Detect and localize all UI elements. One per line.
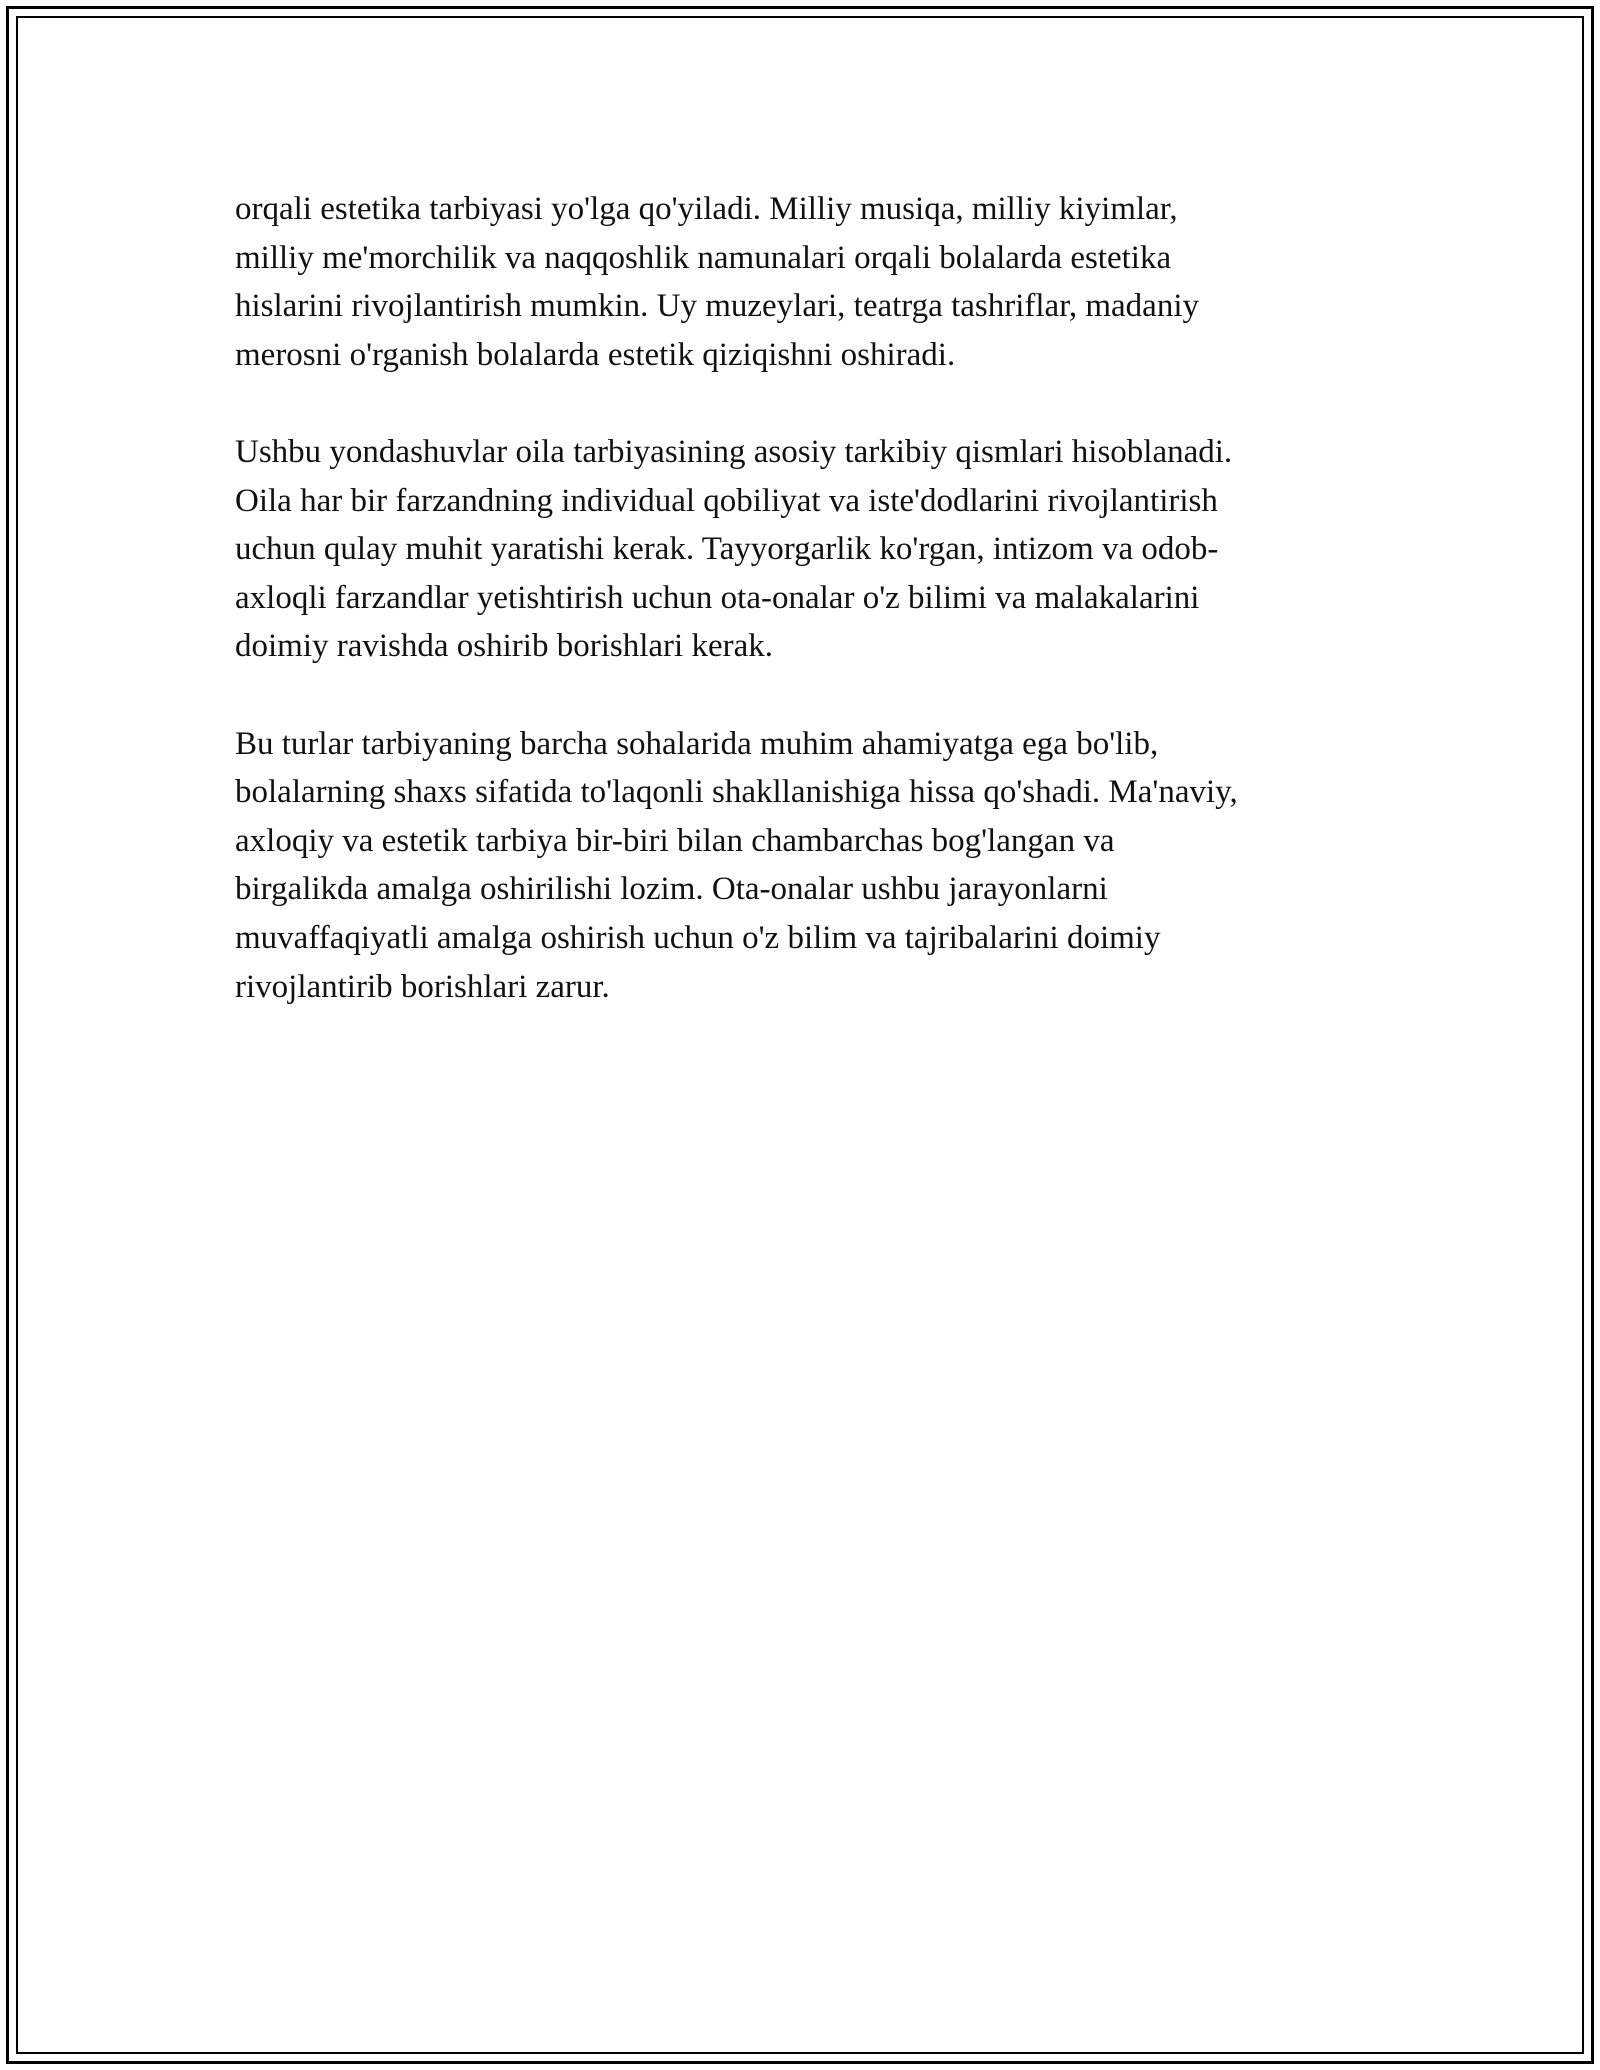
paragraph-estetika: orqali estetika tarbiyasi yo'lga qo'yiladi. Milliy musiqa, milliy kiyimlar, milliy me'morchilik va naqqoshlik namunalari orqali bolalarda estetika hislarini rivojlantirish mumkin. Uy muzeylari, teatrga tashriflar, madaniy merosni o'rganish bolalarda estetik qiziqishni oshiradi.: [235, 191, 1199, 373]
paragraph-turlar: Bu turlar tarbiyaning barcha sohalarida muhim ahamiyatga ega bo'lib, bolalarning shaxs sifatida to'laqonli shakllanishiga hissa qo'shadi. Ma'naviy, axloqiy va estetik tarbiya bir-biri bilan chambarchas bog'langan va birgalikda amalga oshirilishi lozim. Ota-onalar ushbu jarayonlarni muvaffaqiyatli amalga oshirish uchun o'z bilim va tajribalarini doimiy rivojlantirib borishlari zarur.: [235, 725, 1238, 1005]
paragraph-yondashuvlar: Ushbu yondashuvlar oila tarbiyasining asosiy tarkibiy qismlari hisoblanadi. Oila har bir farzandning individual qobiliyat va iste'dodlarini rivojlantirish uchun qulay muhit yaratishi kerak. Tayyorgarlik ko'rgan, intizom va odob- axloqli farzandlar yetishtirish uchun ota-onalar o'z bilimi va malakalarini doimiy ravishda oshirib borishlari kerak.: [235, 433, 1233, 665]
document-body: [235, 185, 1355, 1060]
